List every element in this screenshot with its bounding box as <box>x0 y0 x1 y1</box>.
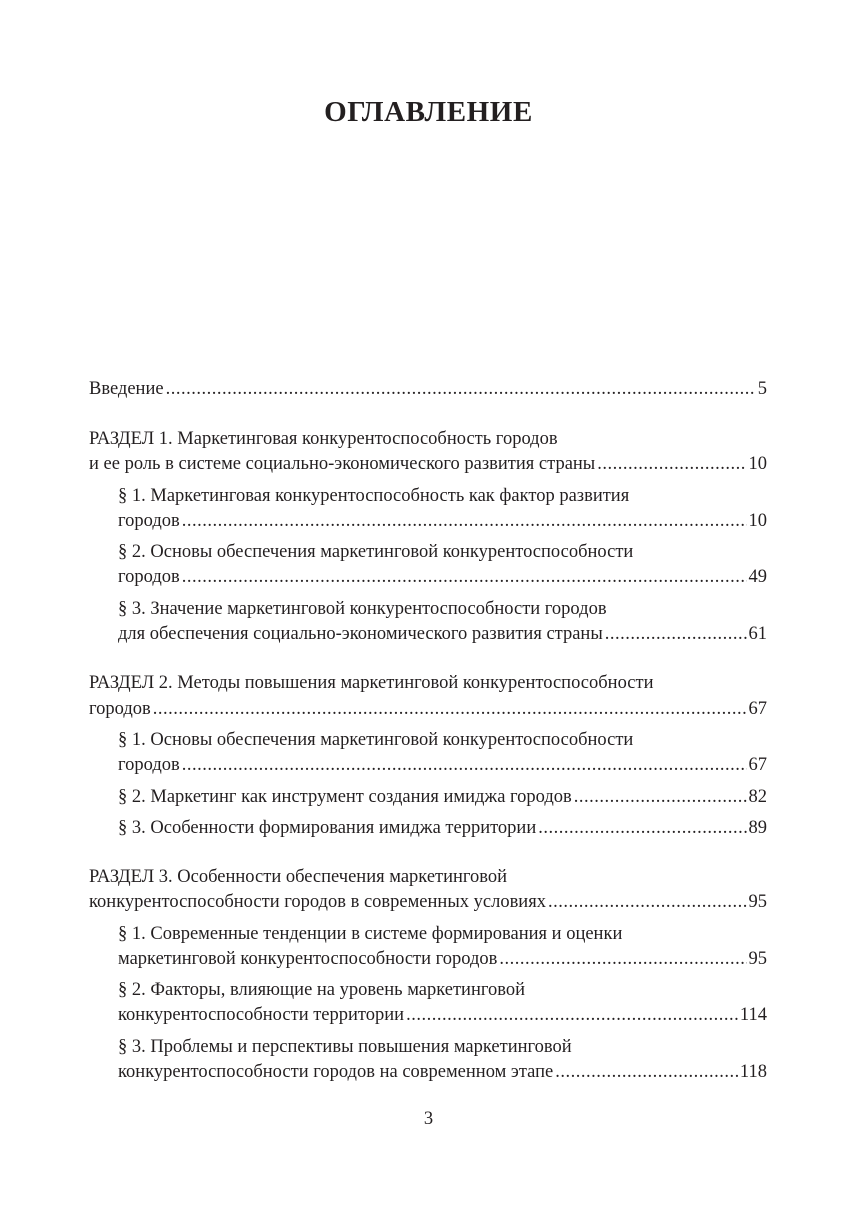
toc-entry-title: городов <box>118 511 180 531</box>
toc-paragraph-1-3[interactable] <box>118 621 767 647</box>
toc-entry-title: и ее роль в системе социально-экономического развития страны <box>89 454 596 474</box>
dot-leader <box>182 508 747 534</box>
toc-page-number: 61 <box>748 624 767 644</box>
toc-entry-title: § 2. Маркетинг как инструмент создания имиджа городов <box>118 787 572 807</box>
toc-paragraph-1-3-line1[interactable]: § 3. Значение маркетинговой конкурентоспособности городов <box>118 599 607 619</box>
toc-entry-title: маркетинговой конкурентоспособности городов <box>118 949 498 969</box>
toc-paragraph-3-1-line1[interactable]: § 1. Современные тенденции в системе формирования и оценки <box>118 924 623 944</box>
toc-paragraph-2-1-line1[interactable]: § 1. Основы обеспечения маркетинговой конкурентоспособности <box>118 730 634 750</box>
toc-section-3-line1[interactable]: РАЗДЕЛ 3. Особенности обеспечения маркетинговой <box>89 867 508 887</box>
toc-paragraph-3-2[interactable] <box>118 1002 767 1028</box>
dot-leader <box>153 696 747 722</box>
toc-page-number: 10 <box>748 454 767 474</box>
dot-leader <box>555 1059 738 1085</box>
toc-page-number: 10 <box>748 511 767 531</box>
page-title: ОГЛАВЛЕНИЕ <box>324 96 533 128</box>
dot-leader <box>182 564 747 590</box>
toc-section-2[interactable] <box>89 696 767 722</box>
toc-paragraph-3-2-line1[interactable]: § 2. Факторы, влияющие на уровень маркетинговой <box>118 980 525 1000</box>
toc-paragraph-1-1[interactable] <box>118 508 767 534</box>
toc-entry-title: городов <box>118 567 180 587</box>
dot-leader <box>499 946 746 972</box>
toc-entry-title: конкурентоспособности городов на современном этапе <box>118 1062 554 1082</box>
toc-page-number: 114 <box>739 1005 767 1025</box>
toc-section-3[interactable] <box>89 889 767 915</box>
toc-paragraph-1-2-line1[interactable]: § 2. Основы обеспечения маркетинговой конкурентоспособности <box>118 542 634 562</box>
dot-leader <box>574 784 747 810</box>
toc-page-number: 49 <box>748 567 767 587</box>
toc-paragraph-3-3[interactable] <box>118 1059 767 1085</box>
toc-page-number: 67 <box>748 699 767 719</box>
dot-leader <box>548 889 747 915</box>
toc-page-number: 118 <box>739 1062 767 1082</box>
toc-paragraph-2-1[interactable] <box>118 752 767 778</box>
toc-entry-title: § 3. Особенности формирования имиджа территории <box>118 818 537 838</box>
dot-leader <box>406 1002 738 1028</box>
toc-page-number: 82 <box>748 787 767 807</box>
dot-leader <box>182 752 747 778</box>
toc-page-number: 67 <box>748 755 767 775</box>
dot-leader <box>605 621 747 647</box>
toc-entry-title: для обеспечения социально-экономического развития страны <box>118 624 603 644</box>
toc-entry-title: городов <box>89 699 151 719</box>
toc-paragraph-3-3-line1[interactable]: § 3. Проблемы и перспективы повышения маркетинговой <box>118 1037 572 1057</box>
page-footer-number: 3 <box>423 1109 434 1129</box>
toc-entry-title: конкурентоспособности территории <box>118 1005 405 1025</box>
toc-paragraph-3-1[interactable] <box>118 946 767 972</box>
toc-page-number: 89 <box>748 818 767 838</box>
toc-entry-title: городов <box>118 755 180 775</box>
dot-leader <box>597 451 746 477</box>
toc-entry-title: конкурентоспособности городов в современных условиях <box>89 892 546 912</box>
toc-section-1[interactable] <box>89 451 767 477</box>
toc-paragraph-2-2[interactable] <box>118 784 767 810</box>
dot-leader <box>538 815 746 841</box>
toc-entry-title: Введение <box>89 379 164 399</box>
dot-leader <box>166 376 756 402</box>
toc-paragraph-1-2[interactable] <box>118 564 767 590</box>
toc-paragraph-2-3[interactable] <box>118 815 767 841</box>
toc-entry-intro[interactable] <box>89 376 767 402</box>
toc-section-1-line1[interactable]: РАЗДЕЛ 1. Маркетинговая конкурентоспособность городов <box>89 429 558 449</box>
toc-page-number: 5 <box>757 379 767 399</box>
toc-section-2-line1[interactable]: РАЗДЕЛ 2. Методы повышения маркетинговой конкурентоспособности <box>89 673 654 693</box>
toc-page-number: 95 <box>748 892 767 912</box>
toc-page-number: 95 <box>748 949 767 969</box>
toc-paragraph-1-1-line1[interactable]: § 1. Маркетинговая конкурентоспособность как фактор развития <box>118 486 630 506</box>
